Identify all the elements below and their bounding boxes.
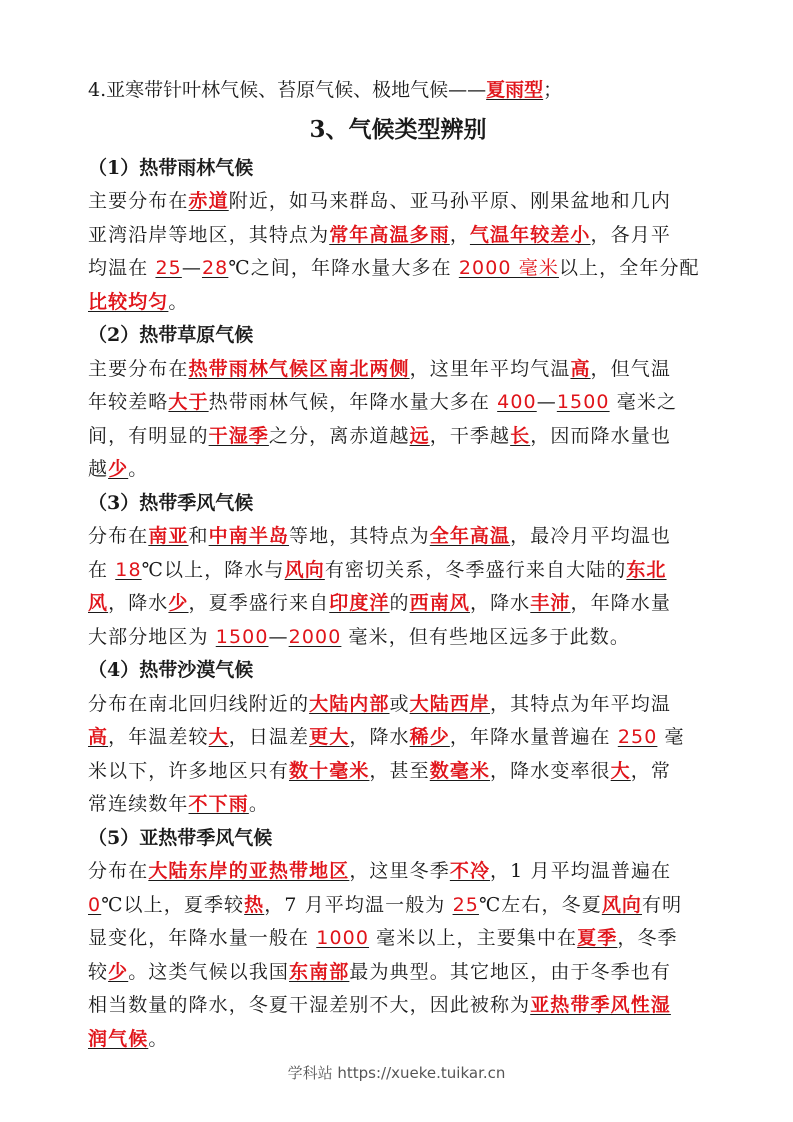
- text-run: 或: [389, 692, 410, 715]
- answer-blank: 全年高温: [429, 525, 511, 547]
- text-run: ，: [449, 223, 470, 246]
- answer-blank: 0: [88, 893, 102, 916]
- text-run: 毫米以上，主要集中在: [369, 927, 578, 949]
- text-run: ，各月平: [590, 223, 671, 246]
- text-line: [88, 621, 708, 655]
- text-run: 和: [188, 525, 209, 547]
- text-run: 主要分布在: [88, 190, 189, 212]
- text-run: ℃以上，夏季较: [101, 893, 245, 916]
- text-run: 均温在: [88, 257, 156, 279]
- text-run: 。: [128, 458, 149, 480]
- text-run: 热带雨林气候，年降水量大多在: [208, 391, 498, 413]
- answer-blank: 1500: [556, 391, 610, 413]
- answer-blank: 热: [244, 893, 265, 916]
- text-run: 。: [148, 1027, 169, 1050]
- text-line: [88, 286, 708, 320]
- text-run: ℃之间，年降水量大多在: [228, 257, 459, 279]
- text-run: ，日温差: [228, 726, 310, 748]
- text-run: 分布在: [88, 525, 149, 547]
- text-line: [88, 252, 708, 286]
- text-run: 分布在: [88, 860, 149, 882]
- answer-blank: 28: [201, 257, 229, 279]
- text-line: [88, 386, 708, 420]
- text-run: 主要分布在: [88, 357, 189, 380]
- text-line: [88, 922, 708, 956]
- answer-blank: 风: [88, 592, 109, 614]
- answer-blank: 润气候: [88, 1027, 149, 1050]
- text-run: ，最冷月平均温也: [510, 525, 671, 547]
- text-run: 的: [389, 592, 410, 614]
- text-run: ℃以上，降水与: [141, 558, 285, 581]
- answer-blank: 不冷: [449, 860, 491, 882]
- answer-blank: 1000: [316, 927, 370, 949]
- text-run: 毫: [657, 726, 685, 748]
- text-run: 在: [88, 558, 116, 581]
- text-run: ℃左右，冬夏: [478, 893, 602, 916]
- text-run: 间，有明显的: [88, 424, 209, 447]
- text-line: [88, 989, 708, 1023]
- text-line: [88, 721, 708, 755]
- answer-blank: 稀少: [409, 726, 450, 748]
- text-run: ，其特点为年平均温: [490, 692, 671, 715]
- text-run: ，这里冬季: [349, 860, 450, 882]
- answer-blank: 250: [617, 726, 658, 748]
- text-run: ，7 月平均温一般为: [264, 893, 453, 916]
- answer-blank: 大陆东岸的亚热带地区: [148, 860, 350, 882]
- text-run: 有明: [642, 893, 683, 916]
- answer-blank: 西南风: [409, 592, 470, 614]
- text-run: 越: [88, 458, 109, 480]
- text-line: [88, 755, 708, 789]
- text-run: 毫米，但有些地区远多于此数。: [341, 625, 630, 648]
- text-run: 。这类气候以我国: [128, 960, 290, 983]
- answer-blank: 高: [570, 357, 591, 380]
- answer-blank: 大陆西岸: [409, 692, 491, 715]
- text-run: 亚湾沿岸等地区，其特点为: [88, 223, 330, 246]
- text-run: 毫米之: [609, 391, 678, 413]
- text-run: —: [268, 625, 289, 648]
- text-run: ，1 月平均温普遍在: [490, 860, 672, 882]
- text-line: [88, 889, 708, 923]
- text-run: ，年降水量: [570, 592, 671, 614]
- text-run: ，干季越: [429, 424, 511, 447]
- answer-blank: 数毫米: [429, 759, 491, 782]
- answer-blank: 丰沛: [530, 592, 571, 614]
- answer-blank: 25: [155, 257, 182, 279]
- intro-line: [88, 74, 708, 108]
- section-heading: （4）热带沙漠气候: [88, 659, 254, 681]
- answer-blank: 大: [208, 726, 229, 748]
- text-run: 之分，离赤道越: [268, 424, 410, 447]
- text-run: 附近，如马来群岛、亚马孙平原、刚果盆地和几内: [228, 190, 671, 212]
- section-heading: （3）热带季风气候: [88, 491, 254, 514]
- answer-blank: 18: [115, 558, 142, 581]
- text-run: 以上，全年分配: [558, 257, 700, 279]
- answer-blank: 少: [168, 592, 189, 614]
- section-title: 3、气候类型辨别: [309, 115, 487, 143]
- answer-blank: 夏季: [577, 927, 618, 949]
- answer-blank: 大: [610, 759, 631, 782]
- section-paragraph: [88, 688, 708, 822]
- text-run: ，这里年平均气温: [409, 357, 571, 380]
- section-heading: （5）亚热带季风气候: [88, 826, 273, 849]
- text-run: ，甚至: [369, 759, 430, 782]
- text-line: [88, 353, 708, 387]
- answer-blank: 比较均匀: [88, 290, 169, 313]
- text-run: 米以下，许多地区只有: [88, 759, 290, 782]
- text-run: 。: [168, 290, 189, 313]
- answer-blank: 2000 毫米: [458, 257, 559, 279]
- answer-blank: 东南部: [289, 960, 350, 983]
- text-run: 大部分地区为: [88, 625, 216, 648]
- answer-blank: 高: [88, 726, 109, 748]
- answer-blank: 1500: [215, 625, 269, 648]
- answer-blank: 中南半岛: [208, 525, 290, 547]
- text-run: ，年温差较: [108, 726, 209, 748]
- answer-blank: 400: [497, 391, 537, 413]
- section-heading: （1）热带雨林气候: [88, 156, 254, 179]
- climate-sections: [88, 152, 708, 1057]
- answer-blank: 气温年较差小: [469, 223, 591, 246]
- answer-blank: 夏雨型: [486, 79, 544, 101]
- text-line: [88, 788, 708, 822]
- answer-blank: 东北: [626, 558, 667, 581]
- text-run: 等地，其特点为: [289, 525, 430, 547]
- answer-blank: 亚热带季风性湿: [530, 994, 671, 1016]
- answer-blank: 大陆内部: [309, 692, 390, 715]
- answer-blank: 数十毫米: [289, 759, 370, 782]
- text-line: [88, 1023, 708, 1057]
- text-run: 显变化，年降水量一般在: [88, 927, 317, 949]
- text-run: ，降水变率很: [490, 759, 611, 782]
- text-run: —: [181, 257, 202, 279]
- answer-blank: 常年高温多雨: [329, 223, 450, 246]
- section-paragraph: [88, 185, 708, 319]
- answer-blank: 远: [409, 424, 430, 447]
- text-line: [88, 554, 708, 588]
- text-run: 分布在南北回归线附近的: [88, 692, 310, 715]
- text-run: ，降水: [349, 726, 410, 748]
- text-line: [88, 520, 708, 554]
- answer-blank: 赤道: [188, 190, 229, 212]
- answer-blank: 不下雨: [188, 793, 249, 815]
- text-run: —: [536, 391, 557, 413]
- text-line: [88, 219, 708, 253]
- text-line: [88, 453, 708, 487]
- answer-blank: 印度洋: [329, 592, 390, 614]
- section-heading: （2）热带草原气候: [88, 324, 254, 346]
- answer-blank: 少: [108, 960, 129, 983]
- text-line: [88, 956, 708, 990]
- text-run: 较: [88, 960, 109, 983]
- text-line: [88, 855, 708, 889]
- text-run: ，降水: [469, 592, 531, 614]
- text-run: ，因而降水量也: [530, 424, 671, 447]
- text-line: [88, 185, 708, 219]
- answer-blank: 热带雨林气候区南北两侧: [188, 357, 410, 380]
- answer-blank: 25: [452, 893, 479, 916]
- text-run: 。: [248, 793, 269, 815]
- answer-blank: 2000: [288, 625, 342, 648]
- text-run: 有密切关系，冬季盛行来自大陆的: [324, 558, 627, 581]
- text-run: ，但气温: [590, 357, 671, 380]
- answer-blank: 长: [510, 424, 531, 447]
- text-run: 年较差略: [88, 391, 169, 413]
- answer-blank: 风向: [601, 893, 643, 916]
- text-run: ，降水: [108, 592, 169, 614]
- answer-blank: 更大: [309, 726, 350, 748]
- text-run: ，冬季: [617, 927, 678, 949]
- answer-blank: 南亚: [148, 525, 189, 547]
- answer-blank: 干湿季: [208, 424, 269, 447]
- section-paragraph: [88, 353, 708, 487]
- section-paragraph: [88, 855, 708, 1056]
- text-run: ，夏季盛行来自: [188, 592, 330, 614]
- answer-blank: 大于: [168, 391, 209, 413]
- text-run: 最为典型。其它地区，由于冬季也有: [349, 960, 671, 983]
- answer-blank: 风向: [284, 558, 325, 581]
- text-run: ，年降水量普遍在: [449, 726, 618, 748]
- text-run: 4.亚寒带针叶林气候、苔原气候、极地气候——: [88, 79, 487, 101]
- text-run: ，常: [630, 759, 671, 782]
- text-run: ；: [543, 79, 563, 101]
- section-paragraph: [88, 520, 708, 654]
- page-footer: 学科站 https://xueke.tuikar.cn: [287, 1064, 506, 1082]
- text-run: 相当数量的降水，冬夏干湿差别不大，因此被称为: [88, 994, 531, 1016]
- document-body: [88, 74, 708, 1056]
- answer-blank: 少: [108, 458, 129, 480]
- text-run: 常连续数年: [88, 793, 189, 815]
- text-line: [88, 420, 708, 454]
- text-line: [88, 688, 708, 722]
- text-line: [88, 587, 708, 621]
